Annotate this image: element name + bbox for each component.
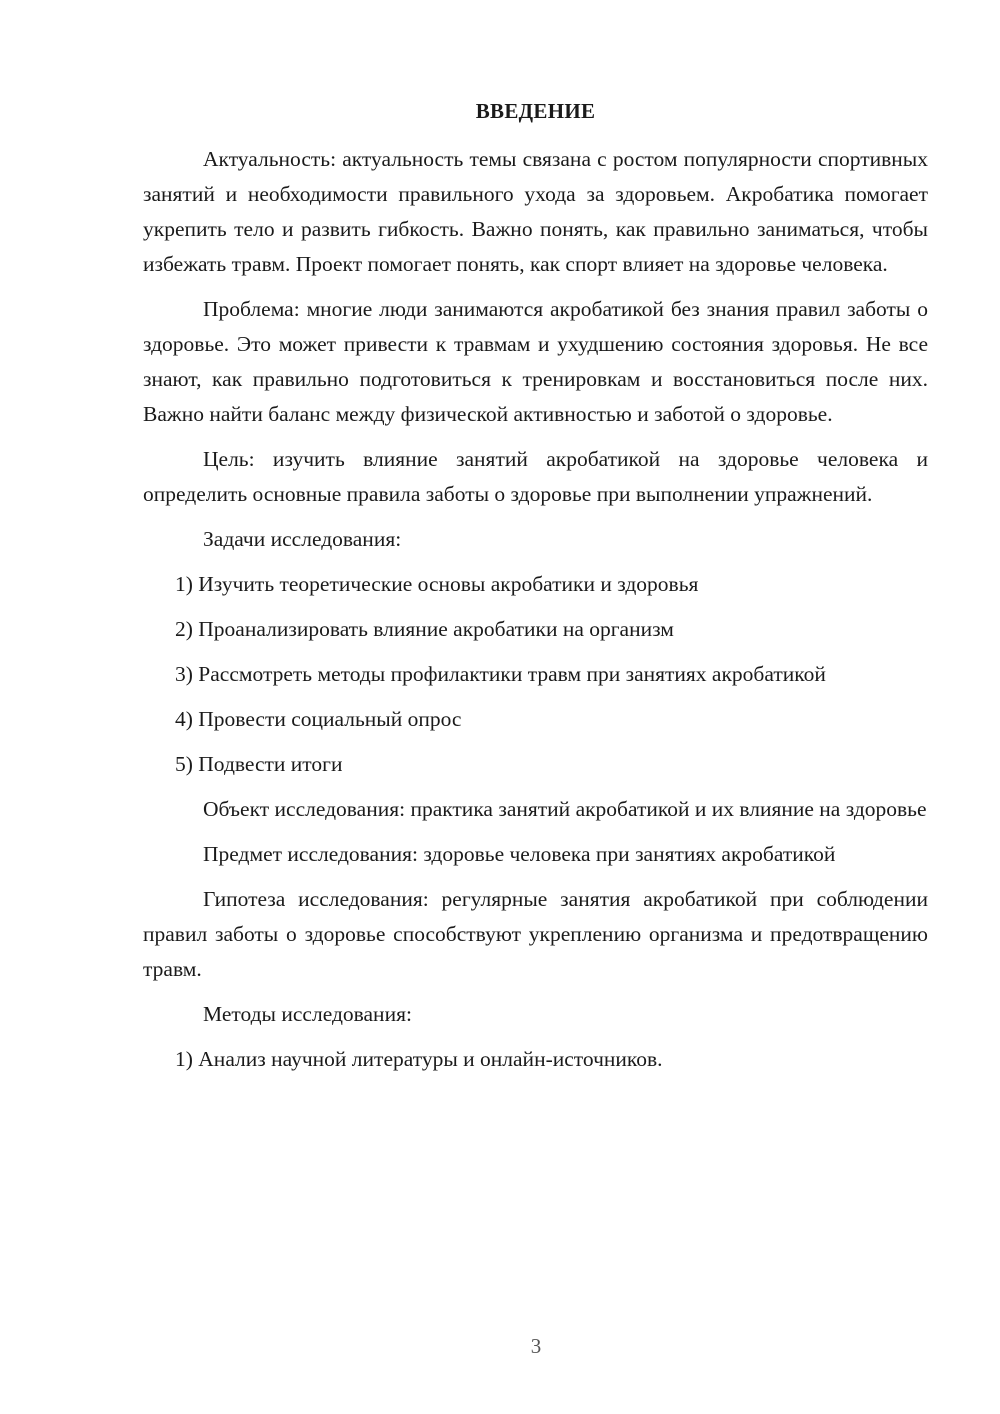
method-item-1: 1) Анализ научной литературы и онлайн-источников. xyxy=(175,1047,663,1071)
hypothesis-paragraph: Гипотеза исследования: регулярные занятия акробатикой при соблюдении правил заботы о здоровье способствуют укреплению организма и предотвращению травм. xyxy=(143,887,928,981)
relevance-paragraph: Актуальность: актуальность темы связана с ростом популярности спортивных занятий и необходимости правильного ухода за здоровьем. Акробатика помогает укрепить тело и развить гибкость. Важно понять, как правильно заниматься, чтобы избежать травм. Проект помогает понять, как спорт влияет на здоровье человека. xyxy=(143,147,928,276)
methods-label: Методы исследования: xyxy=(203,1002,412,1026)
problem-paragraph: Проблема: многие люди занимаются акробатикой без знания правил заботы о здоровье. Это может привести к травмам и ухудшению состояния здоровья. Не все знают, как правильно подготовиться к тренировкам и восстановиться после них. Важно найти баланс между физической активностью и заботой о здоровье. xyxy=(143,297,928,426)
task-item-1: 1) Изучить теоретические основы акробатики и здоровья xyxy=(175,572,699,596)
task-item-2: 2) Проанализировать влияние акробатики на организм xyxy=(175,617,674,641)
task-item-3: 3) Рассмотреть методы профилактики травм при занятиях акробатикой xyxy=(175,662,826,686)
task-item-4: 4) Провести социальный опрос xyxy=(175,707,462,731)
object-paragraph: Объект исследования: практика занятий акробатикой и их влияние на здоровье xyxy=(203,797,927,821)
subject-paragraph: Предмет исследования: здоровье человека при занятиях акробатикой xyxy=(203,842,836,866)
page-number: 3 xyxy=(530,1334,542,1358)
document-page xyxy=(143,94,928,1087)
goal-paragraph: Цель: изучить влияние занятий акробатикой на здоровье человека и определить основные правила заботы о здоровье при выполнении упражнений. xyxy=(143,447,928,506)
tasks-label: Задачи исследования: xyxy=(203,527,402,551)
task-item-5: 5) Подвести итоги xyxy=(175,752,343,776)
page-title: ВВЕДЕНИЕ xyxy=(475,99,596,123)
